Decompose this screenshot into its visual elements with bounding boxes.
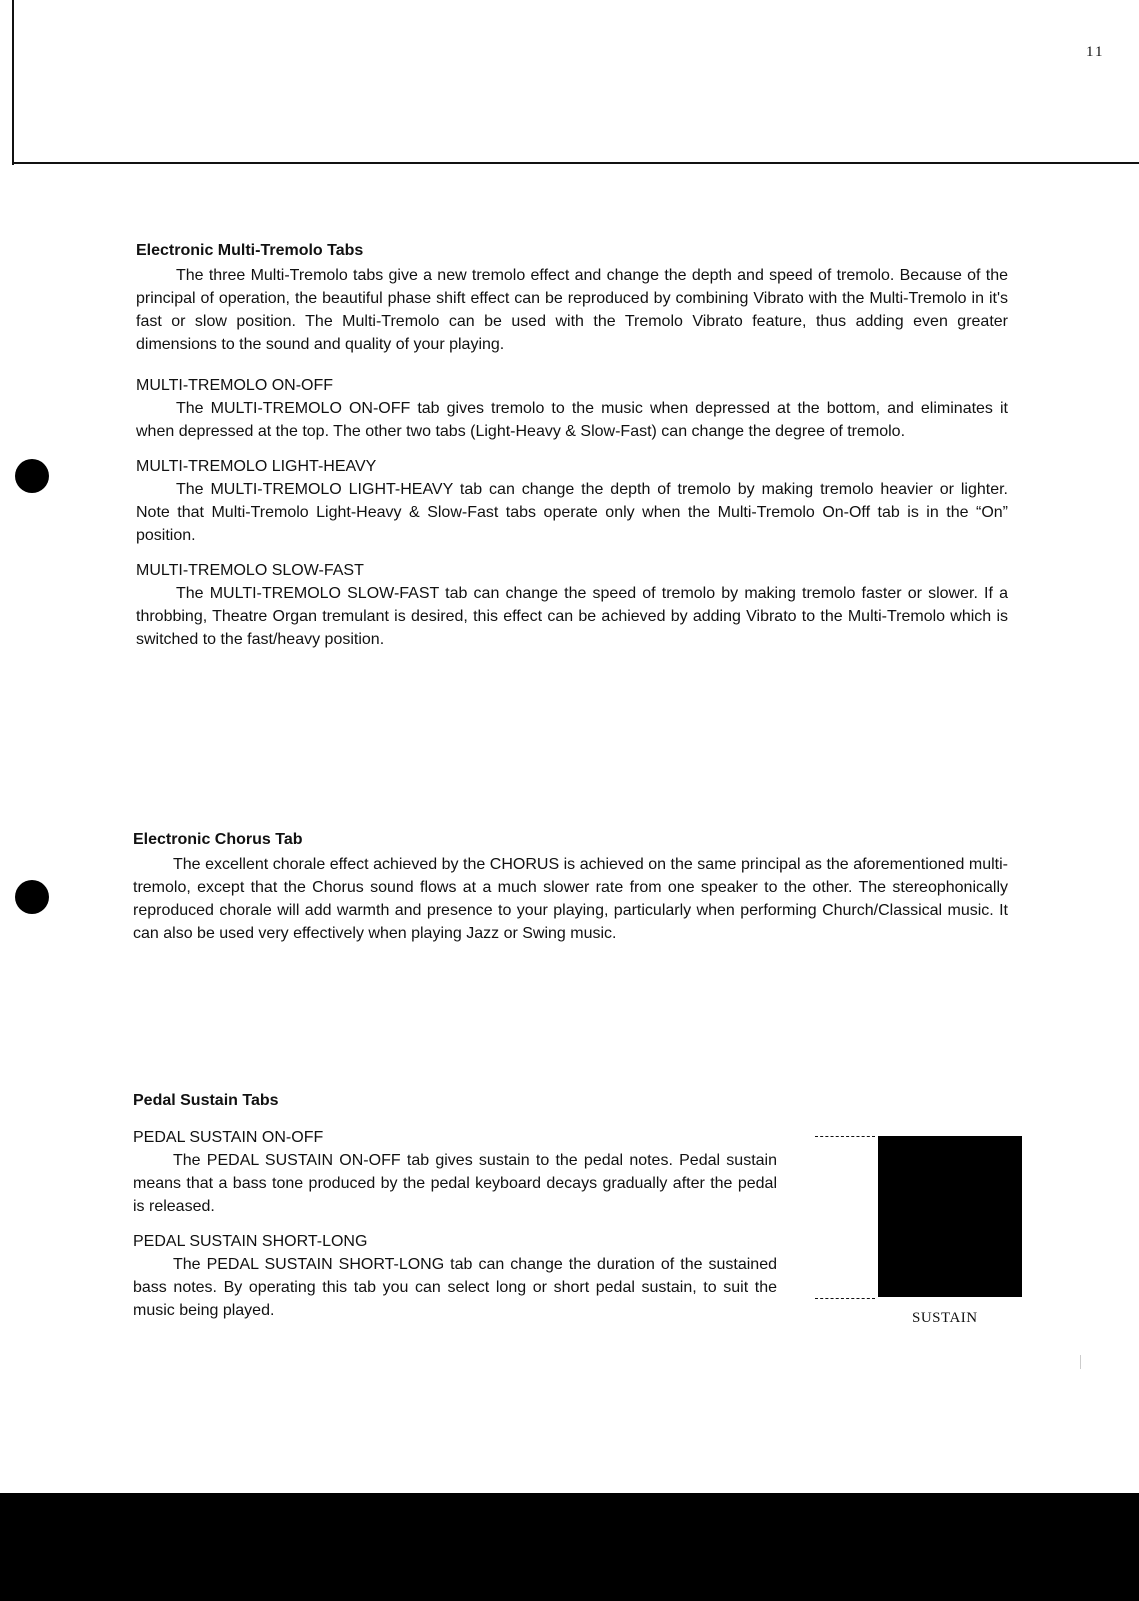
sustain-heading: Pedal Sustain Tabs bbox=[133, 1092, 279, 1109]
sustain-item-text: The PEDAL SUSTAIN SHORT-LONG tab can change the duration of the sustained bass notes. By operating this tab you can select long or short pedal sustain, to suit the music being played. bbox=[133, 1256, 777, 1319]
page-left-edge bbox=[12, 0, 14, 165]
binder-hole bbox=[15, 459, 49, 493]
sustain-tab-figure bbox=[812, 1134, 1022, 1334]
chorus-text: The excellent chorale effect achieved by the CHORUS is achieved on the same principal as the aforementioned multi-tremolo, except that the Chorus sound flows at a much slower rate from one speaker to the other. The stereophonically reproduced chorale will add warmth and presence to your playing, particularly when performing Church/Classical music. It can also be used very effectively when playing Jazz or Swing music. bbox=[133, 856, 1008, 942]
sustain-figure-label: SUSTAIN bbox=[912, 1310, 978, 1326]
tremolo-heading: Electronic Multi-Tremolo Tabs bbox=[136, 242, 364, 259]
tremolo-intro: The three Multi-Tremolo tabs give a new tremolo effect and change the depth and speed of tremolo. Because of the principal of operation, the beautiful phase shift effect can be reproduced by combining Vibrato with the Multi-Tremolo in it's fast or slow position. The Multi-Tremolo can be used with the Tremolo Vibrato feature, thus adding even greater dimensions to the sound and quality of your playing. bbox=[136, 267, 1008, 353]
scan-mark bbox=[1080, 1355, 1081, 1369]
tremolo-item bbox=[136, 455, 1008, 547]
sustain-item-title: PEDAL SUSTAIN SHORT-LONG bbox=[133, 1233, 368, 1250]
binder-hole bbox=[15, 880, 49, 914]
tremolo-item-title: MULTI-TREMOLO LIGHT-HEAVY bbox=[136, 458, 377, 475]
tab-lower-guide bbox=[815, 1298, 875, 1299]
tremolo-item-title: MULTI-TREMOLO ON-OFF bbox=[136, 377, 334, 394]
sustain-item-title: PEDAL SUSTAIN ON-OFF bbox=[133, 1129, 324, 1146]
tremolo-item bbox=[136, 374, 1008, 443]
sustain-section bbox=[133, 1089, 777, 1322]
tremolo-item bbox=[136, 559, 1008, 651]
sustain-item bbox=[133, 1230, 777, 1322]
tremolo-item-text: The MULTI-TREMOLO SLOW-FAST tab can change the speed of tremolo by making tremolo faster or slower. If a throbbing, Theatre Organ tremulant is desired, this effect can be achieved by adding Vibrato to the Multi-Tremolo which is switched to the fast/heavy position. bbox=[136, 585, 1008, 648]
chorus-section bbox=[133, 828, 1008, 945]
tremolo-section bbox=[136, 239, 1008, 651]
tremolo-item-title: MULTI-TREMOLO SLOW-FAST bbox=[136, 562, 364, 579]
scan-bottom-band bbox=[0, 1493, 1139, 1601]
chorus-heading: Electronic Chorus Tab bbox=[133, 831, 303, 848]
page-number: 11 bbox=[1086, 44, 1105, 60]
sustain-item-text: The PEDAL SUSTAIN ON-OFF tab gives sustain to the pedal notes. Pedal sustain means that a bass tone produced by the pedal keyboard decays gradually after the pedal is released. bbox=[133, 1152, 777, 1215]
sustain-tab-illustration bbox=[878, 1136, 1022, 1297]
header-rule bbox=[12, 162, 1139, 164]
tremolo-item-text: The MULTI-TREMOLO LIGHT-HEAVY tab can change the depth of tremolo by making tremolo heavier or lighter. Note that Multi-Tremolo Light-Heavy & Slow-Fast tabs operate only when the Multi-Tremolo On-Off tab is in the “On” position. bbox=[136, 481, 1008, 544]
tab-upper-guide bbox=[815, 1136, 875, 1137]
tremolo-item-text: The MULTI-TREMOLO ON-OFF tab gives tremolo to the music when depressed at the bottom, and eliminates it when depressed at the top. The other two tabs (Light-Heavy & Slow-Fast) can change the degree of tremolo. bbox=[136, 400, 1008, 440]
sustain-item bbox=[133, 1126, 777, 1218]
